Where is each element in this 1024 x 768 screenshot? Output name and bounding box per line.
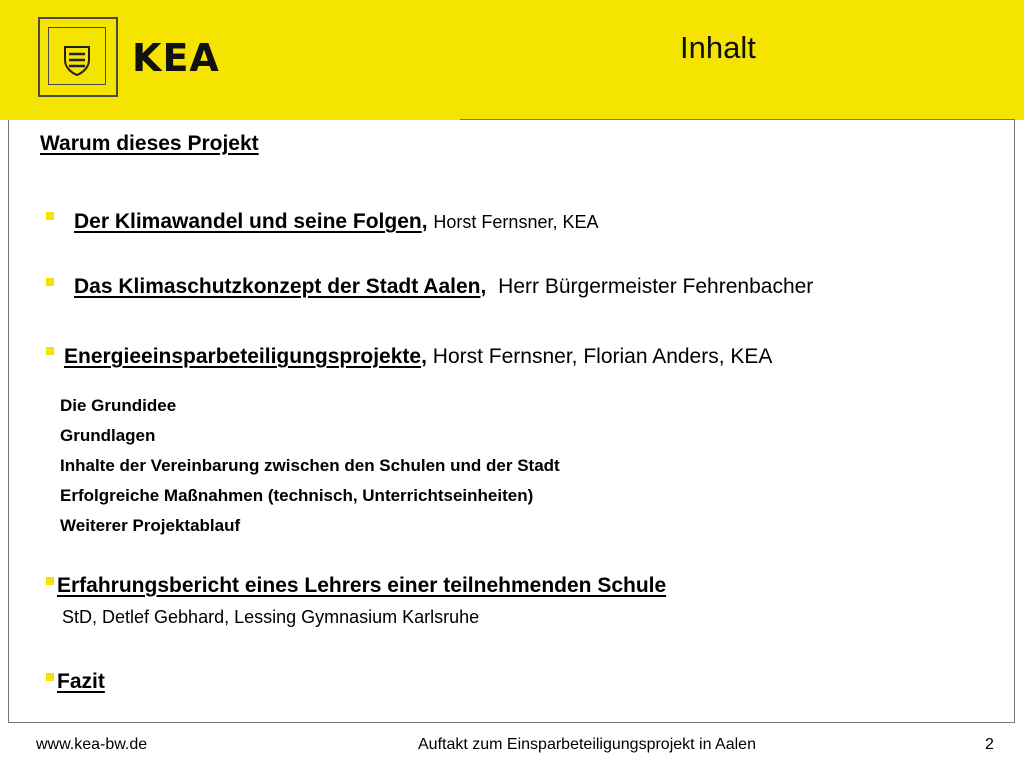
item-title: Energieeinsparbeteiligungsprojekte xyxy=(64,345,422,368)
item-detail: Herr Bürgermeister Fehrenbacher xyxy=(498,275,814,298)
slide-title: Inhalt xyxy=(680,30,756,65)
bullet-icon xyxy=(46,673,54,681)
item-title: Erfahrungsbericht eines Lehrers einer teilnehmenden Schule xyxy=(57,574,667,597)
section-heading: Warum dieses Projekt xyxy=(40,132,259,155)
coat-of-arms-icon xyxy=(62,44,92,76)
bullet-icon xyxy=(46,212,54,220)
item-title: Der Klimawandel und seine Folgen xyxy=(74,210,422,233)
item-comma: , xyxy=(421,345,427,368)
item-title: Das Klimaschutzkonzept der Stadt Aalen xyxy=(74,275,481,298)
list-item xyxy=(74,210,598,234)
page-number: 2 xyxy=(985,736,994,753)
bullet-icon xyxy=(46,347,54,355)
bullet-icon xyxy=(46,577,54,585)
item-detail: Horst Fernsner, KEA xyxy=(433,212,599,232)
sub-item: Weiterer Projektablauf xyxy=(60,516,241,535)
item-detail: StD, Detlef Gebhard, Lessing Gymnasium Karlsruhe xyxy=(62,607,480,627)
sub-item: Grundlagen xyxy=(60,426,156,445)
sub-item: Die Grundidee xyxy=(60,396,177,415)
item-comma: , xyxy=(421,210,428,233)
item-detail: Horst Fernsner, Florian Anders, KEA xyxy=(432,345,773,368)
sub-item: Erfolgreiche Maßnahmen (technisch, Unterrichtseinheiten) xyxy=(60,486,534,505)
item-title: Fazit xyxy=(57,670,105,693)
footer-url: www.kea-bw.de xyxy=(36,736,148,753)
list-item xyxy=(74,275,813,299)
footer-caption: Auftakt zum Einsparbeteiligungsprojekt in Aalen xyxy=(418,736,756,753)
list-item xyxy=(64,345,772,369)
item-comma: , xyxy=(480,275,487,298)
sub-item: Inhalte der Vereinbarung zwischen den Schulen und der Stadt xyxy=(60,456,560,475)
bullet-icon xyxy=(46,278,54,286)
kea-logo-text: KEA xyxy=(132,36,220,80)
